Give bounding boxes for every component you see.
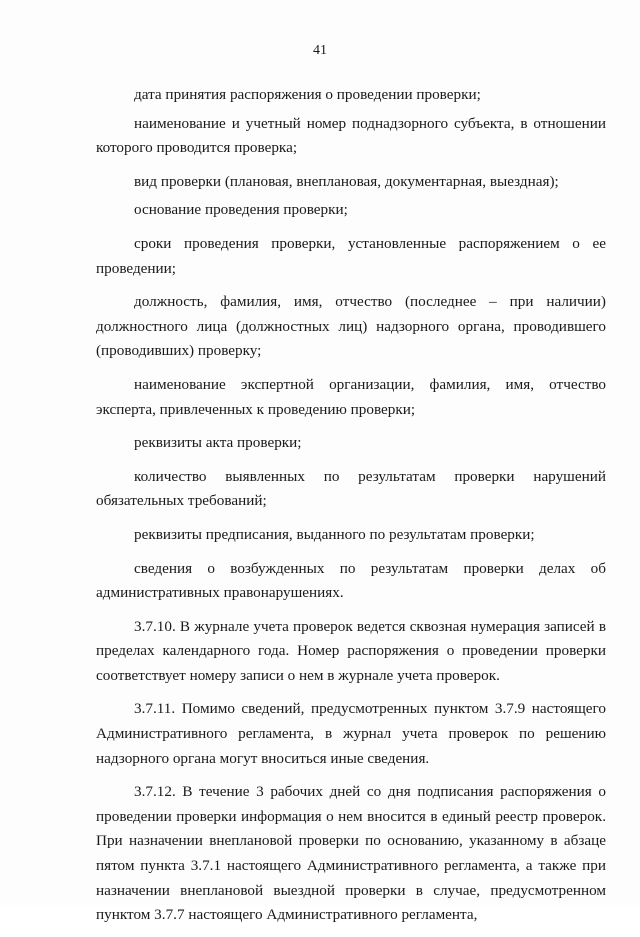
paragraph-2: наименование и учетный номер поднадзорного субъекта, в отношении которого проводится проверка; [96, 114, 606, 157]
paragraph-7: наименование экспертной организации, фамилия, имя, отчество эксперта, привлеченных к проведению проверки; [96, 375, 606, 418]
paragraph-8: реквизиты акта проверки; [134, 434, 302, 452]
document-body [96, 83, 606, 937]
paragraph-10: реквизиты предписания, выданного по результатам проверки; [134, 525, 535, 543]
paragraph-4: основание проведения проверки; [134, 201, 348, 219]
page-number: 41 [313, 43, 327, 58]
paragraph-5: сроки проведения проверки, установленные распоряжением о ее проведении; [96, 234, 606, 277]
paragraph-11: сведения о возбужденных по результатам проверки делах об административных правонарушениях. [96, 559, 606, 602]
paragraph-3: вид проверки (плановая, внеплановая, документарная, выездная); [134, 172, 559, 190]
paragraph-1: дата принятия распоряжения о проведении проверки; [134, 86, 481, 103]
paragraph-12: 3.7.10. В журнале учета проверок ведется сквозная нумерация записей в пределах календарного года. Номер распоряжения о проведении проверки соответствует номеру записи о нем в журнале учета проверок. [96, 617, 606, 684]
paragraph-13: 3.7.11. Помимо сведений, предусмотренных пунктом 3.7.9 настоящего Административного регламента, в журнал учета проверок по решению надзорного органа могут вноситься иные сведения. [96, 700, 606, 767]
paragraph-9: количество выявленных по результатам проверки нарушений обязательных требований; [96, 467, 606, 510]
paragraph-14: 3.7.12. В течение 3 рабочих дней со дня подписания распоряжения о проведении проверки информация о нем вносится в единый реестр проверок. При назначении внеплановой проверки по основанию, указанному в абзаце пятом пункта 3.7.1 настоящего Административного регламента, а также при назначении внеплановой выездной проверки в случае, предусмотренном пунктом 3.7.7 настоящего Административного регламента, [96, 783, 606, 924]
paragraph-6: должность, фамилия, имя, отчество (последнее – при наличии) должностного лица (должностных лиц) надзорного органа, проводившего (проводивших) проверку; [96, 293, 606, 360]
